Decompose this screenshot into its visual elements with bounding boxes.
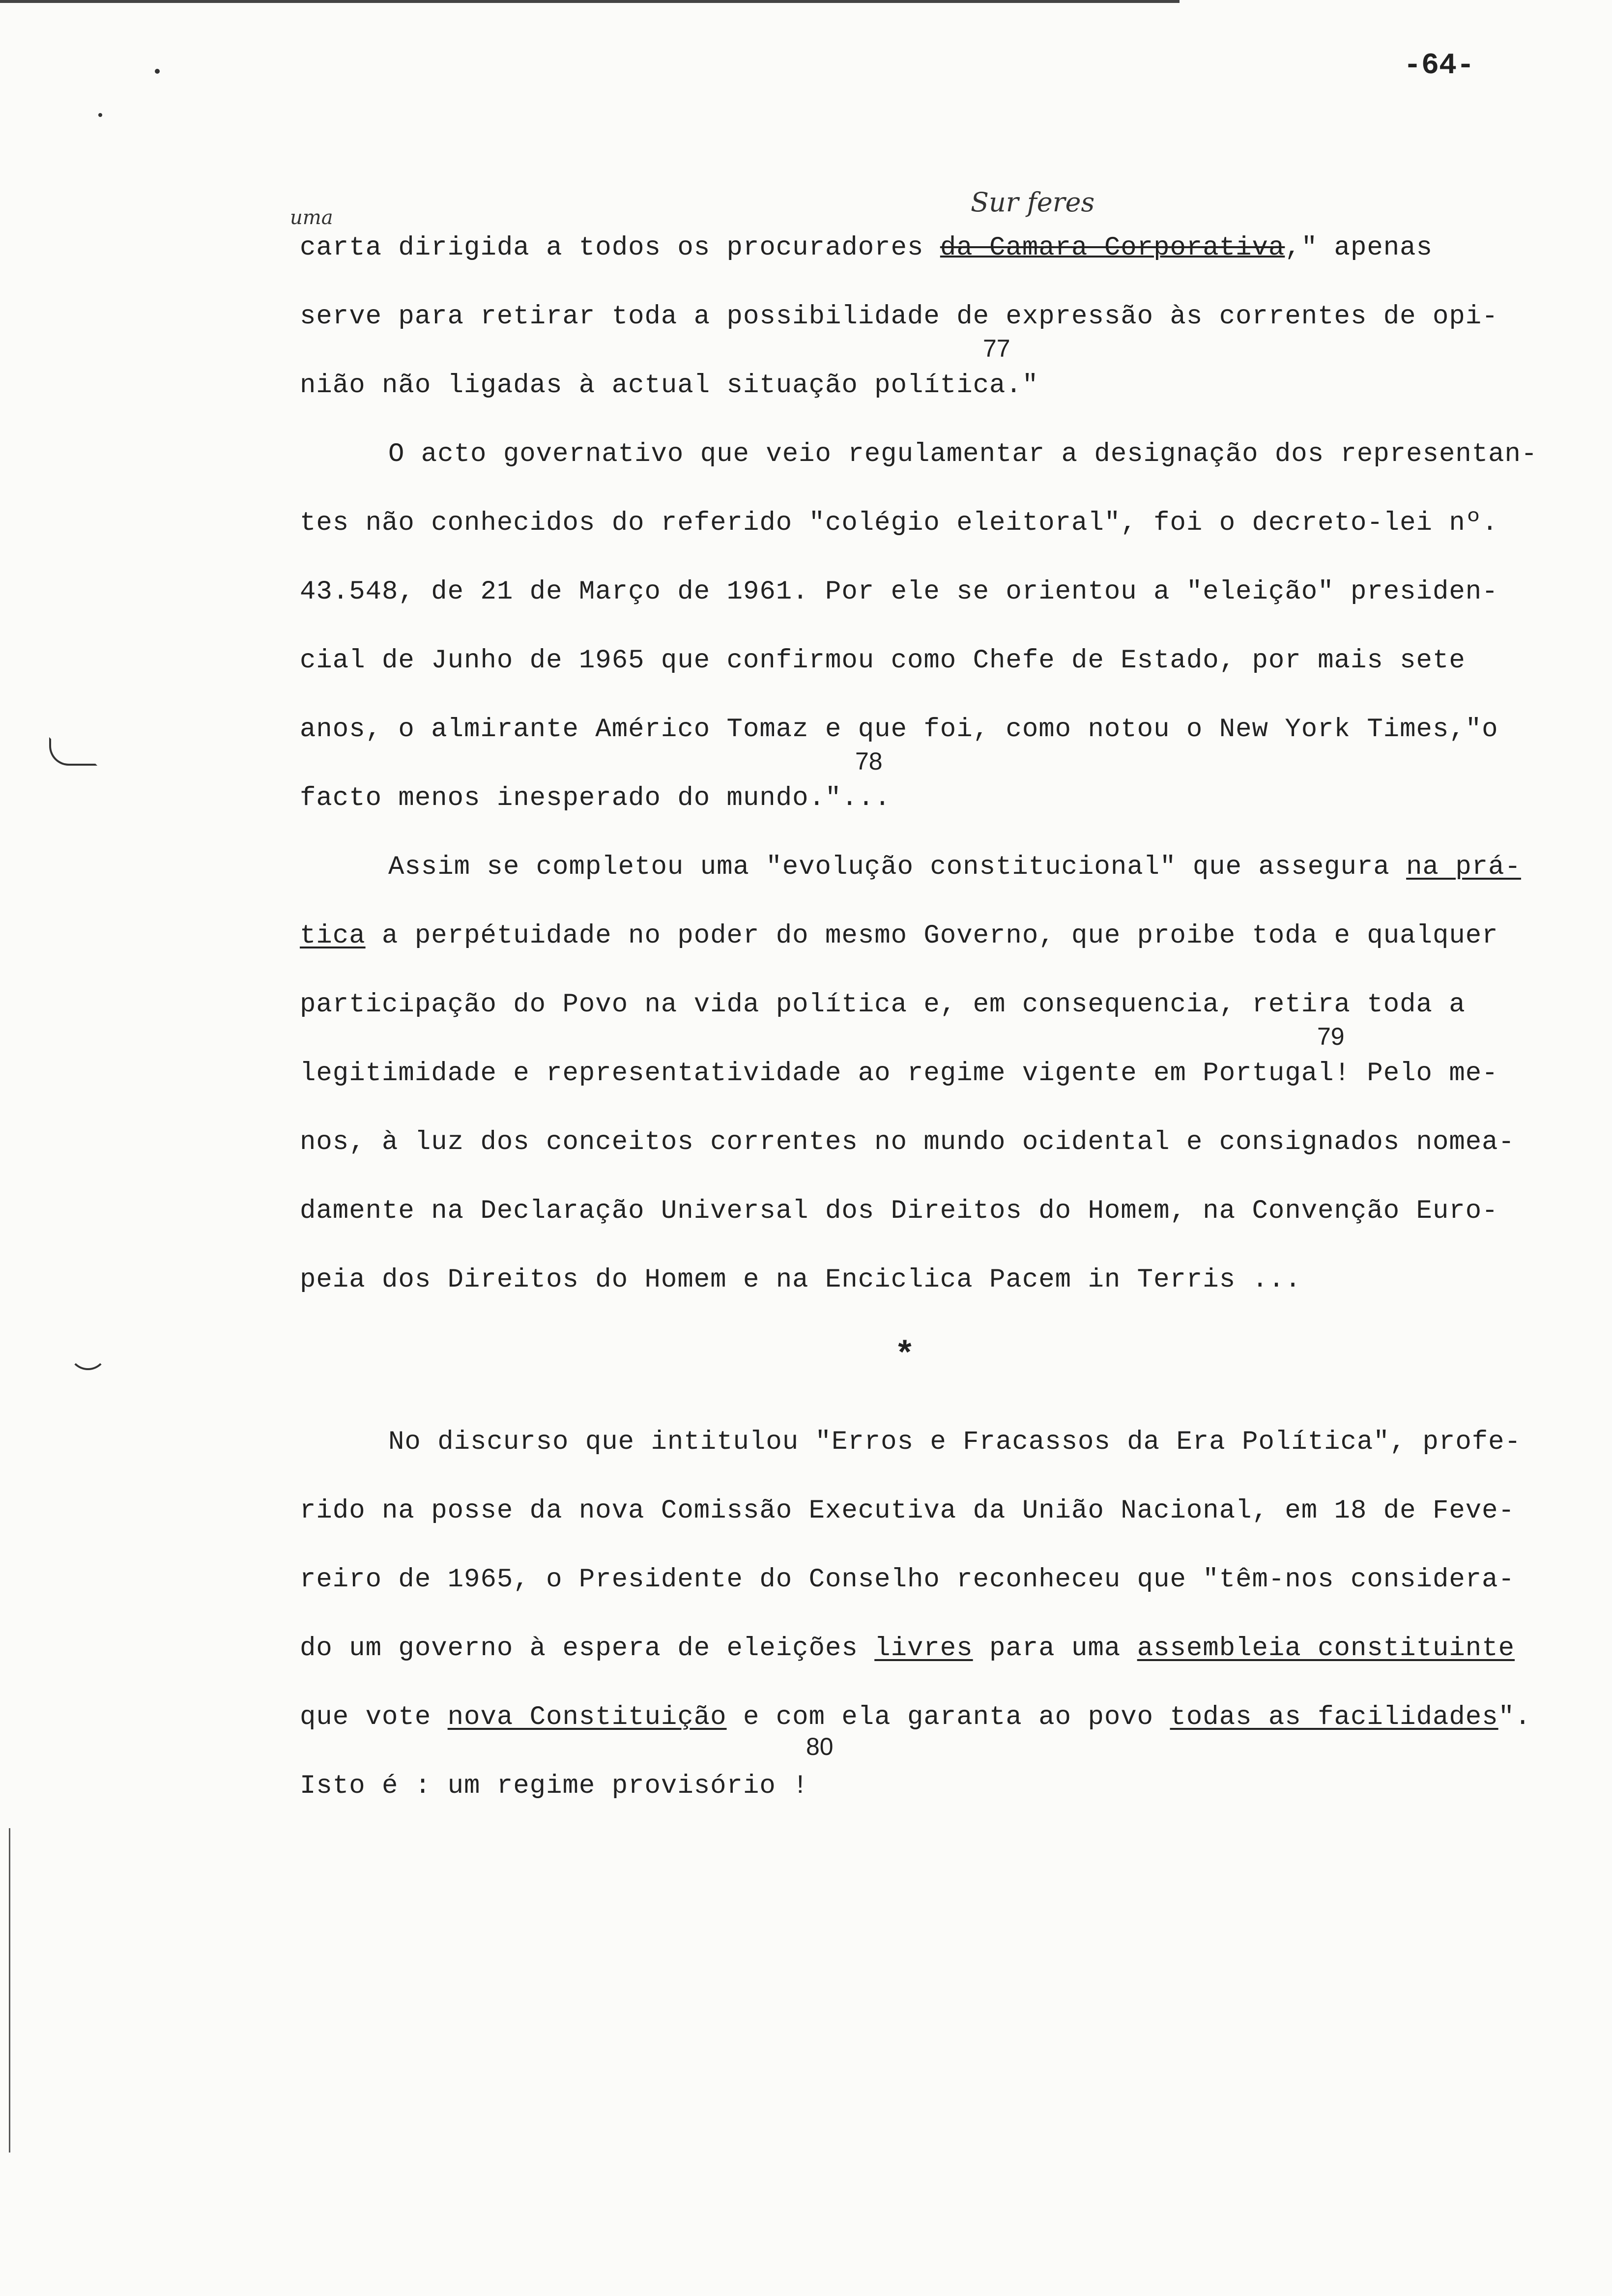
text-segment: tes não conhecidos do referido "colégio eleitoral", foi o decreto-lei nº.: [300, 508, 1498, 538]
handwritten-note: Sur feres: [971, 187, 1095, 218]
text-line: [300, 575, 1498, 609]
text-line: [300, 1632, 1515, 1666]
text-line: [300, 231, 1433, 265]
text-segment: ," apenas: [1285, 233, 1433, 263]
text-segment: carta dirigida a todos os procuradores: [300, 233, 940, 263]
text-segment: Assim se completou uma "evolução constitucional" que assegura: [388, 852, 1407, 882]
text-segment: nos, à luz dos conceitos correntes no mundo ocidental e consignados nomea-: [300, 1127, 1515, 1157]
text-segment: participação do Povo na vida política e, em consequencia, retira toda a: [300, 990, 1466, 1020]
page-number: -64-: [1403, 49, 1474, 83]
text-line: [300, 644, 1466, 678]
text-line: [300, 1057, 1498, 1091]
text-segment: serve para retirar toda a possibilidade de expressão às correntes de opi-: [300, 302, 1498, 332]
text-segment: ".: [1498, 1702, 1531, 1732]
text-segment: assembleia constituinte: [1137, 1634, 1515, 1664]
text-line: [300, 1194, 1498, 1229]
text-segment: Isto é : um regime provisório !: [300, 1771, 809, 1801]
top-rule: [0, 0, 1180, 3]
text-line: [300, 1563, 1515, 1597]
margin-mark: [49, 737, 97, 766]
text-segment: a perpétuidade no poder do mesmo Governo, que proibe toda e qualquer: [365, 921, 1498, 951]
margin-dot: [155, 69, 160, 74]
footnote-number: 79: [1317, 1023, 1345, 1050]
text-line: [300, 506, 1498, 541]
text-line: [388, 437, 1537, 472]
text-segment: rido na posse da nova Comissão Executiva da União Nacional, em 18 de Feve-: [300, 1496, 1515, 1526]
text-segment: reiro de 1965, o Presidente do Conselho reconheceu que "têm-nos considera-: [300, 1565, 1515, 1595]
text-line: [300, 300, 1498, 334]
text-segment: do um governo à espera de eleições: [300, 1634, 875, 1664]
section-mark: *: [894, 1337, 916, 1376]
text-segment: nião não ligadas à actual situação política.": [300, 371, 1039, 401]
text-line: [300, 1125, 1515, 1160]
text-segment: todas as facilidades: [1170, 1702, 1498, 1732]
text-line: [300, 988, 1466, 1022]
text-line: [300, 1769, 809, 1804]
text-line: [300, 919, 1498, 953]
text-line: [300, 1263, 1301, 1297]
text-segment: anos, o almirante Américo Tomaz e que foi, como notou o New York Times,"o: [300, 715, 1498, 745]
text-segment: e com ela garanta ao povo: [726, 1702, 1170, 1732]
text-segment: peia dos Direitos do Homem e na Enciclica Pacem in Terris ...: [300, 1265, 1301, 1295]
text-line: [300, 1700, 1531, 1735]
text-segment: nova Constituição: [447, 1702, 727, 1732]
text-segment: legitimidade e representatividade ao regime vigente em Portugal! Pelo me-: [300, 1059, 1498, 1089]
handwritten-note: uma: [290, 206, 333, 229]
text-line: [300, 1494, 1515, 1528]
margin-dot: [98, 113, 102, 117]
margin-line: [9, 1828, 10, 2152]
footnote-number: 77: [983, 335, 1010, 362]
text-line: [388, 1425, 1521, 1460]
text-line: [388, 850, 1521, 885]
text-line: [300, 781, 891, 816]
text-segment: da Camara Corporativa: [940, 233, 1285, 263]
text-segment: para uma: [973, 1634, 1137, 1664]
margin-mark: [69, 1337, 107, 1370]
text-line: [300, 713, 1498, 747]
text-segment: facto menos inesperado do mundo."...: [300, 783, 891, 813]
text-segment: damente na Declaração Universal dos Direitos do Homem, na Convenção Euro-: [300, 1196, 1498, 1226]
text-segment: livres: [874, 1634, 973, 1664]
footnote-number: 78: [855, 747, 883, 775]
text-segment: cial de Junho de 1965 que confirmou como Chefe de Estado, por mais sete: [300, 646, 1466, 676]
text-segment: que vote: [300, 1702, 448, 1732]
text-segment: tica: [300, 921, 366, 951]
text-line: [300, 369, 1038, 403]
text-segment: na prá-: [1406, 852, 1521, 882]
footnote-number: 80: [806, 1733, 834, 1760]
text-segment: No discurso que intitulou "Erros e Fracassos da Era Política", profe-: [388, 1427, 1521, 1457]
text-segment: 43.548, de 21 de Março de 1961. Por ele se orientou a "eleição" presiden-: [300, 577, 1498, 607]
text-segment: O acto governativo que veio regulamentar a designação dos representan-: [388, 439, 1538, 469]
